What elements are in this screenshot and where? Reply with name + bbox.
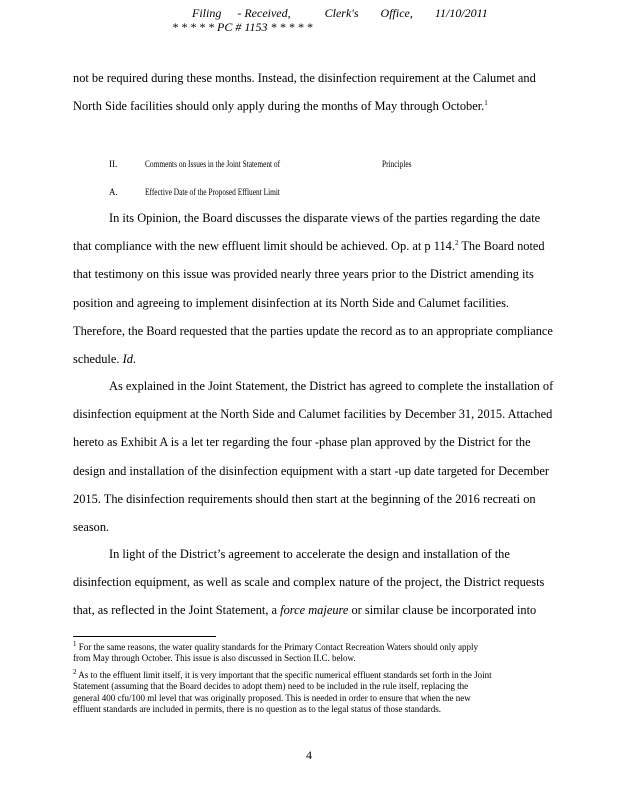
text-line: disinfection equipment at the North Side and Calumet facilities by December 31, 2015. Attached bbox=[73, 407, 553, 422]
text-line: that compliance with the new effluent limit should be achieved. Op. at p 114.$^2$ The Board noted bbox=[73, 239, 545, 254]
text-line: hereto as Exhibit A is a let ter regarding the four -phase plan approved by the District for the bbox=[73, 435, 531, 450]
footnote-number-1: 1 bbox=[73, 640, 77, 648]
section-letter-a: A. bbox=[109, 187, 118, 197]
section-heading-a: Effective Date of the Proposed Effluent Limit bbox=[145, 187, 280, 197]
footnote-ref-1[interactable]: 1 bbox=[484, 99, 488, 108]
force-majeure-term: force majeure bbox=[280, 603, 349, 618]
intro-paragraph bbox=[73, 64, 545, 120]
text-line: North Side facilities should only apply during the months of May through October.$^1$ bbox=[73, 99, 488, 114]
text-line: As explained in the Joint Statement, the District has agreed to complete the installation of bbox=[109, 379, 554, 393]
text-line: $^1$ For the same reasons, the water quality standards for the Primary Contact Recreation Waters should only apply bbox=[73, 640, 479, 652]
text-line: Statement (assuming that the Board decides to adopt them) need to be included in the rule itself, replacing the bbox=[73, 681, 469, 692]
text-line: season. bbox=[73, 520, 110, 535]
text-line: design and installation of the disinfection equipment with a start -up date targeted for December bbox=[73, 463, 549, 478]
footnote-number-2: 2 bbox=[73, 668, 77, 676]
text-line: disinfection equipment, as well as scale and complex nature of the project, the District requests bbox=[73, 575, 545, 590]
text-line: not be required during these months. Instead, the disinfection requirement at the Calumet and bbox=[73, 71, 536, 85]
text-line: that, as reflected in the Joint Statement, a force majeure or similar clause be incorporated into bbox=[73, 603, 537, 618]
text-line: from May through October. This issue is also discussed in Section II.C. below. bbox=[73, 653, 356, 664]
text-line: position and agreeing to implement disinfection at its North Side and Calumet facilities. bbox=[73, 295, 509, 310]
pc-number-line: * * * * * PC # 1153 * * * * * bbox=[172, 20, 313, 34]
text-line: schedule. Id. bbox=[73, 352, 136, 367]
received-label: - Received, bbox=[237, 6, 291, 20]
section-number-ii: II. bbox=[109, 159, 118, 169]
footnote-ref-2[interactable]: 2 bbox=[454, 239, 459, 248]
text-line: In light of the District’s agreement to accelerate the design and installation of the bbox=[109, 547, 510, 561]
citation-id: Id bbox=[122, 352, 133, 367]
footnote-2 bbox=[73, 670, 545, 716]
text-line: 2015. The disinfection requirements should then start at the beginning of the 2016 recreati on bbox=[73, 491, 536, 506]
footnote-divider bbox=[73, 636, 216, 637]
office-label: Office, bbox=[380, 6, 413, 20]
filing-label: Filing bbox=[192, 6, 222, 20]
text-line: Therefore, the Board requested that the parties update the record as to an appropriate compliance bbox=[73, 323, 553, 338]
text-line: general 400 cfu/100 ml level that was originally proposed. This is needed in order to ensure that when the new bbox=[73, 692, 471, 703]
text-line: effluent standards are included in permits, there is no question as to the legal status of those standards. bbox=[73, 704, 441, 715]
text-line: In its Opinion, the Board discusses the disparate views of the parties regarding the date bbox=[109, 211, 541, 225]
page-number: 4 bbox=[306, 748, 312, 762]
paragraph-effective-date bbox=[73, 204, 553, 373]
section-heading-ii-end: Principles bbox=[382, 159, 412, 169]
text-line: $^2$ As to the effluent limit itself, it is very important that the specific numerical effluent standards set forth in the Joint bbox=[73, 668, 492, 680]
footnote-1 bbox=[73, 642, 545, 665]
filing-date: 11/10/2011 bbox=[434, 6, 488, 20]
paragraph-joint-statement bbox=[73, 372, 554, 541]
text-line: that testimony on this issue was provided nearly three years prior to the District amending its bbox=[73, 267, 534, 282]
paragraph-district-agreement bbox=[73, 540, 545, 625]
section-heading-ii: Comments on Issues in the Joint Statement of bbox=[145, 159, 281, 169]
clerks-label: Clerk's bbox=[324, 6, 359, 20]
